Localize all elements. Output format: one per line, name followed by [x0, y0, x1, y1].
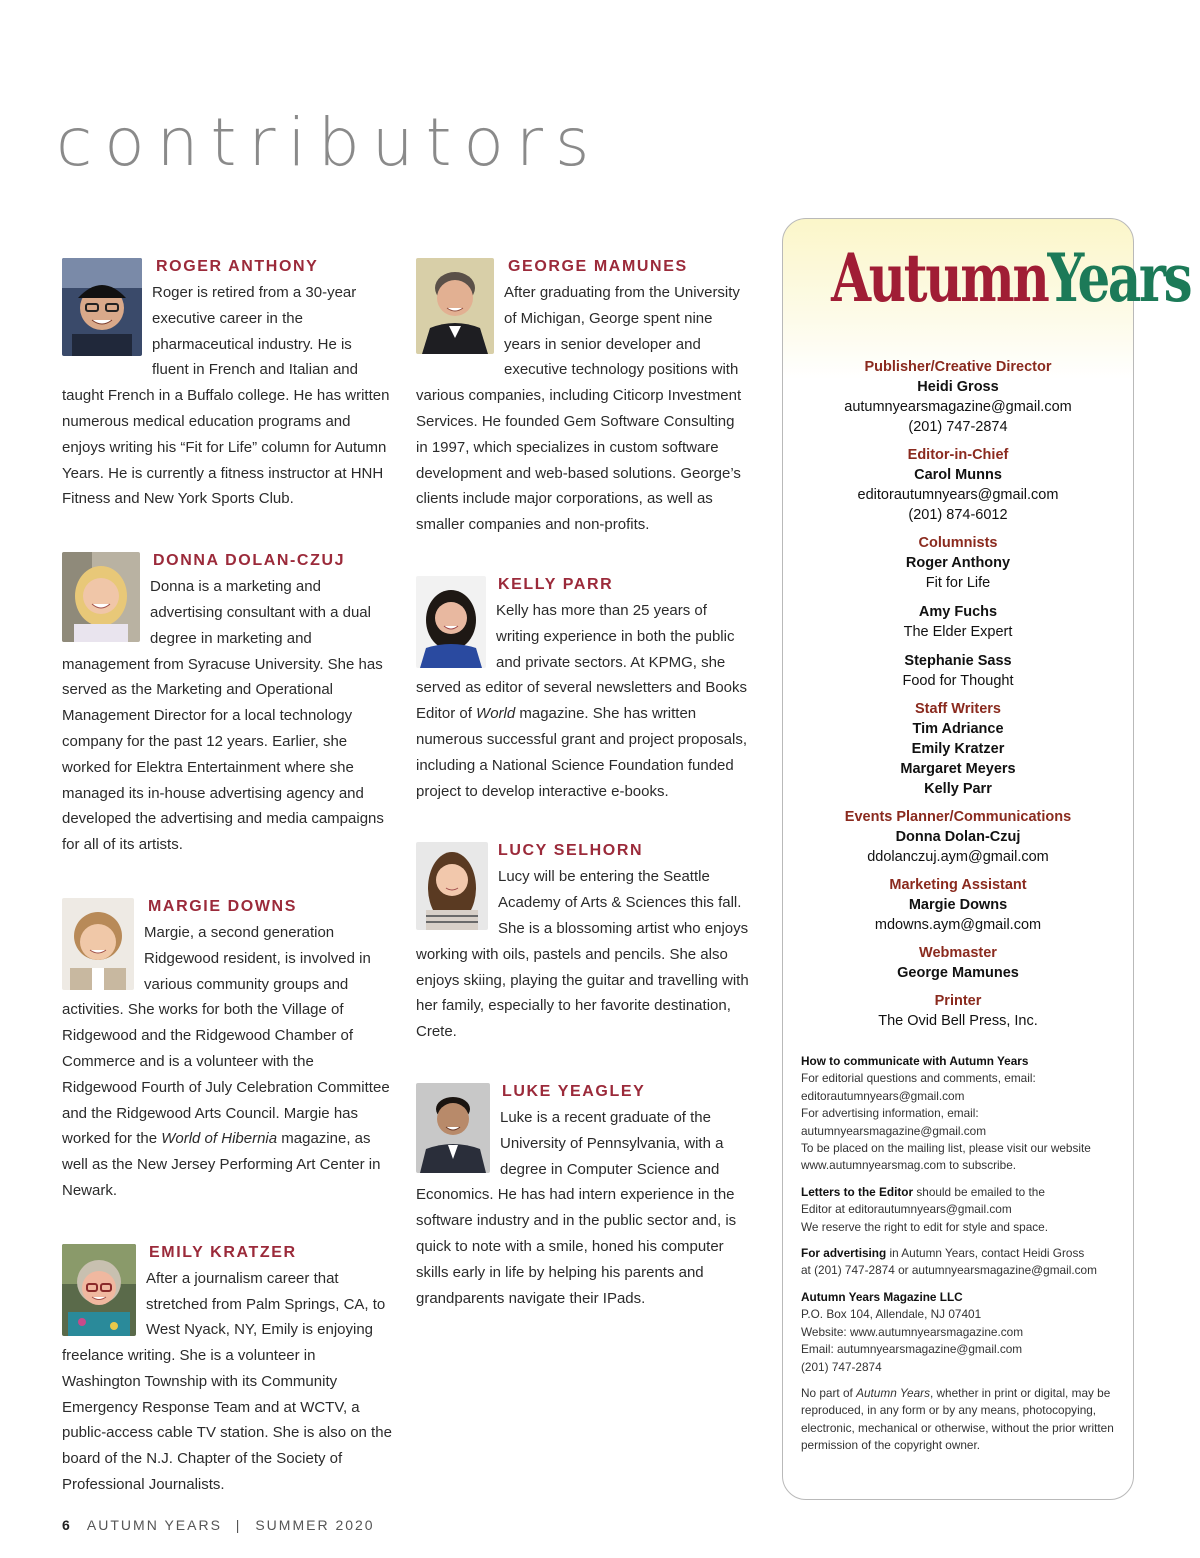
letters-block: Letters to the Editor should be emailed to the Editor at editorautumnyears@gmail.com We reserve the right to edit for style and space. — [801, 1184, 1048, 1234]
role-publisher: Publisher/Creative Director — [864, 359, 1052, 375]
role-staff-writers: Staff Writers — [915, 701, 1001, 717]
role-events: Events Planner/Communications — [844, 809, 1072, 825]
staff-name: Donna Dolan-Czuj — [895, 829, 1021, 845]
contributor-bio: Luke is a recent graduate of the University of Pennsylvania, with a degree in Computer Science and Economics. He has had intern experience in the software industry and in the public sector and, is quick to note with a smile, honed his computer skills early in life by helping his parents and grandparents navigate their IPads. — [416, 1108, 737, 1307]
contributor-roger-anthony — [62, 256, 392, 512]
masthead-staff — [783, 349, 1133, 1031]
page-footer — [62, 1517, 375, 1533]
contributor-luke-yeagley — [416, 1081, 750, 1311]
contributor-emily-kratzer — [62, 1242, 392, 1498]
contributor-bio: After a journalism career that stretched from Palm Springs, CA, to West Nyack, NY, Emily is enjoying freelance writing. She is a volunteer in Washington Township with its Community Emergency Response Team and at WCTV, a public-access cable TV station. She is also on the board of the N.J. Chapter of the Society of Professional Journalists. — [62, 1269, 392, 1494]
columnist-column: Fit for Life — [925, 575, 991, 591]
footer-publication: AUTUMN YEARS — [86, 1517, 222, 1533]
staff-name: Heidi Gross — [917, 379, 999, 395]
staff-name: George Mamunes — [897, 965, 1019, 981]
contributor-name: EMILY KRATZER — [149, 1243, 297, 1261]
portrait-girl-long-hair-icon — [416, 842, 488, 930]
portrait-woman-glasses-icon — [62, 1244, 136, 1336]
contributor-name: GEORGE MAMUNES — [508, 258, 688, 275]
columnist-name: Stephanie Sass — [904, 653, 1012, 669]
portrait-woman-blonde-icon — [62, 552, 140, 642]
contributor-donna-dolan-czuj — [62, 550, 392, 858]
staff-email: autumnyearsmagazine@gmail.com — [844, 399, 1072, 415]
staff-phone: (201) 747-2874 — [908, 419, 1008, 435]
portrait-young-man-suit-icon — [416, 1083, 490, 1173]
contributor-name: KELLY PARR — [498, 575, 614, 593]
contributor-lucy-selhorn — [416, 840, 750, 1045]
role-columnists: Columnists — [918, 535, 998, 551]
role-editor: Editor-in-Chief — [907, 447, 1009, 463]
contributors-left-column — [62, 250, 392, 1498]
portrait-man-suit-icon — [416, 258, 494, 354]
role-marketing: Marketing Assistant — [889, 877, 1027, 893]
contributor-bio: Lucy will be entering the Seattle Academy of Arts & Sciences this fall. She is a blossoming artist who enjoys working with oils, pastels and pencils. She also enjoys skiing, playing the guitar and travelling with her family, especially to her favorite destination, Crete. — [416, 868, 749, 1041]
advertising-block: For advertising in Autumn Years, contact Heidi Gross at (201) 747-2874 or autumnyearsmagazine@gmail.com — [801, 1246, 1097, 1278]
staff-email: ddolanczuj.aym@gmail.com — [867, 849, 1049, 865]
page-number: 6 — [62, 1517, 70, 1533]
contributor-bio: Margie, a second generation Ridgewood resident, is involved in various community groups and activities. She works for both the Village of Ridgewood and the Ridgewood Chamber of Commerce and is a volunteer with the Ridgewood Fourth of July Celebration Committee and the Ridgewood Arts Council. Margie has worked for the World of Hibernia magazine, as well as the New Jersey Performing Art Center in Newark. — [62, 923, 390, 1199]
staff-email: editorautumnyears@gmail.com — [857, 487, 1059, 503]
staff-name: Margie Downs — [908, 897, 1008, 913]
columnist-column: Food for Thought — [902, 673, 1014, 689]
portrait-woman-short-hair-icon — [62, 898, 134, 990]
staff-phone: (201) 874-6012 — [908, 507, 1008, 523]
portrait-woman-dark-hair-icon — [416, 576, 486, 668]
contributor-george-mamunes — [416, 256, 750, 538]
contributor-bio: Roger is retired from a 30-year executive career in the pharmaceutical industry. He is fluent in French and Italian and taught French in a Buffalo college. He has written numerous medical education programs and enjoys writing his “Fit for Life” column for Autumn Years. He is currently a fitness instructor at HNH Fitness and New York Sports Club. — [62, 284, 390, 508]
staff-writer-name: Emily Kratzer — [911, 741, 1005, 757]
footer-issue: SUMMER 2020 — [255, 1517, 375, 1533]
portrait-man-cap-glasses-icon — [62, 258, 142, 356]
copyright-block: No part of Autumn Years, whether in print or digital, may be reproduced, in any form or by any means, photocopying, electronic, mechanical or otherwise, without the prior written permission of the copyright owner. — [801, 1385, 1114, 1453]
columnist-column: The Elder Expert — [903, 624, 1013, 640]
contributor-name: LUCY SELHORN — [498, 842, 644, 860]
staff-writer-name: Tim Adriance — [912, 721, 1004, 737]
columnist-name: Amy Fuchs — [918, 604, 998, 620]
masthead-panel — [782, 218, 1191, 1500]
page-title: contributors — [56, 104, 602, 181]
contributor-name: ROGER ANTHONY — [156, 258, 319, 275]
role-printer: Printer — [934, 993, 982, 1009]
staff-writer-name: Margaret Meyers — [900, 761, 1016, 777]
staff-writer-name: Kelly Parr — [924, 781, 992, 797]
communicate-block: How to communicate with Autumn Years For editorial questions and comments, email: editorautumnyears@gmail.com For advertising information, email: autumnyearsmagazine@gmail.com To be placed on the mailing list, please visit our website www.autumnyearsmag.com to subscribe. — [801, 1054, 1091, 1173]
contributor-bio: Kelly has more than 25 years of writing experience in both the public and private sectors. At KPMG, she served as editor of several newsletters and Books Editor of World magazine. She has written numerous successful grant and project proposals, including a National Science Foundation funded project to develop interactive e-books. — [416, 601, 748, 800]
contributor-kelly-parr — [416, 574, 750, 804]
contributor-bio: After graduating from the University of Michigan, George spent nine years in senior developer and executive technology positions with various companies, including Citicorp Investment Services. He founded Gem Software Consulting in 1997, which specializes in custom software development and web-based solutions. George’s clients include major corporations, as well as smaller companies and non-profits. — [416, 284, 742, 534]
contributors-middle-column — [416, 250, 750, 1311]
contributor-margie-downs — [62, 896, 392, 1204]
contributor-name: DONNA DOLAN-CZUJ — [153, 552, 346, 570]
autumn-years-logo: AutumnYears — [831, 239, 1191, 317]
role-webmaster: Webmaster — [919, 945, 997, 961]
masthead-info — [801, 1053, 1131, 1464]
columnist-name: Roger Anthony — [905, 555, 1011, 571]
printer-name: The Ovid Bell Press, Inc. — [878, 1013, 1038, 1029]
staff-name: Carol Munns — [914, 467, 1002, 483]
staff-email: mdowns.aym@gmail.com — [874, 917, 1042, 933]
footer-separator: | — [235, 1517, 242, 1533]
contributor-name: LUKE YEAGLEY — [502, 1082, 646, 1100]
contributor-name: MARGIE DOWNS — [148, 897, 297, 915]
company-block: Autumn Years Magazine LLC P.O. Box 104, Allendale, NJ 07401 Website: www.autumnyearsmagazine.com Email: autumnyearsmagazine@gmail.com (201) 747-2874 — [801, 1289, 1024, 1374]
contributor-bio: Donna is a marketing and advertising consultant with a dual degree in marketing and management from Syracuse University. She has served as the Marketing and Operational Management Director for a local technology company for the past 12 years. Earlier, she worked for Elektra Entertainment where she managed its in-house advertising agency and developed the advertising and media campaigns for all of its artists. — [62, 578, 384, 854]
